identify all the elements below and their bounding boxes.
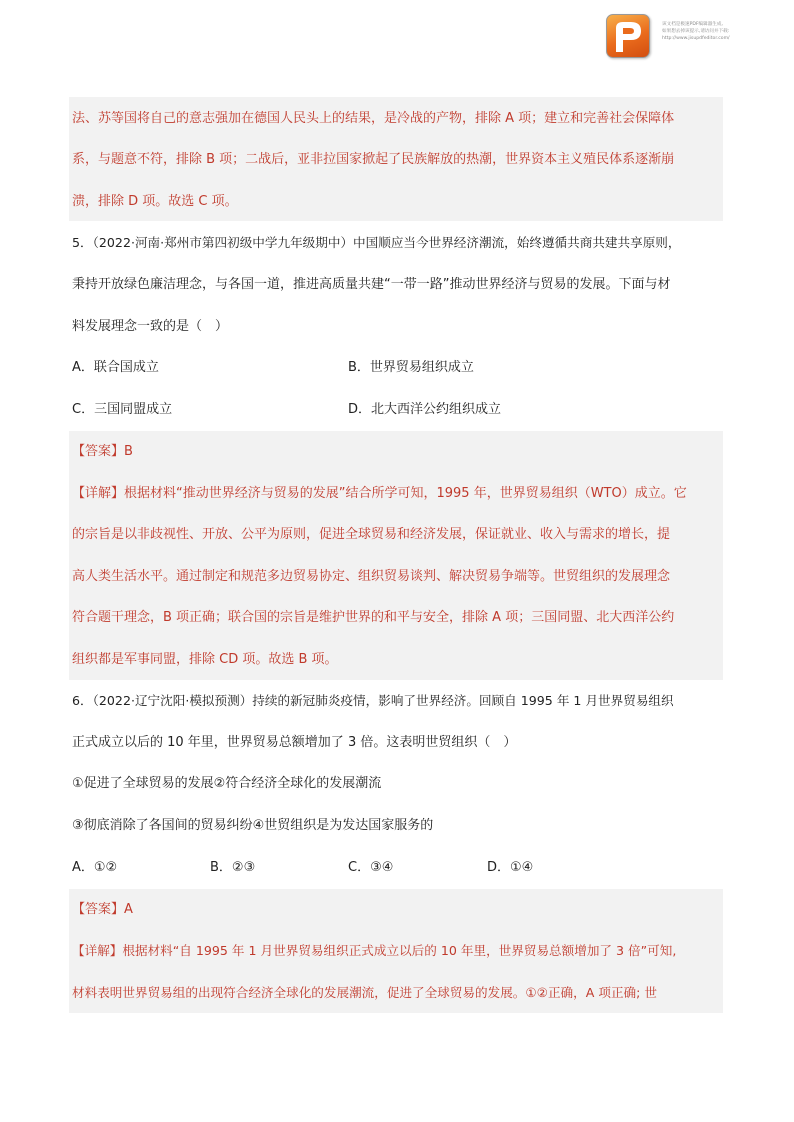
q6-stem-line: 6．（2022·辽宁沈阳·模拟预测）持续的新冠肺炎疫情，影响了世界经济。回顾自 1995 年 1 月世界贸易组织	[72, 693, 674, 708]
q5-detail-line: 的宗旨是以非歧视性、开放、公平为原则，促进全球贸易和经济发展，保证就业、收入与需求的增长，提	[72, 527, 671, 542]
detail-text: 根据材料“自 1995 年 1 月世界贸易组织正式成立以后的 10 年里，世界贸易总额增加了 3 倍”可知,	[122, 943, 677, 958]
q6-detail-line: 材料表明世界贸易组的出现符合经济全球化的发展潮流，促进了全球贸易的发展。①②正确，A 项正确; 世	[72, 985, 657, 1000]
pdf-logo	[606, 14, 652, 58]
q5-option-d: D．北大西洋公约组织成立	[348, 402, 502, 417]
note-line: 如果想去掉该提示,请访问并下载:	[662, 29, 730, 34]
q5-stem-line: 秉持开放绿色廉洁理念，与各国一道，推进高质量共建“一带一路”推动世界经济与贸易的发展。下面与材	[72, 277, 671, 292]
prev-detail-line: 系，与题意不符，排除 B 项；二战后，亚非拉国家掀起了民族解放的热潮，世界资本主义殖民体系逐渐崩	[72, 152, 675, 167]
prev-detail-line: 法、苏等国将自己的意志强加在德国人民头上的结果，是冷战的产物，排除 A 项；建立和完善社会保障体	[72, 111, 675, 126]
prev-detail-line: 溃，排除 D 项。故选 C 项。	[72, 194, 238, 209]
q6-option-d: D．①④	[487, 860, 534, 875]
detail-text: 根据材料“推动世界经济与贸易的发展”结合所学可知，1995 年，世界贸易组织（WTO）成立。它	[124, 486, 687, 501]
answer-tag: 【答案】	[72, 444, 125, 459]
q5-option-b: B．世界贸易组织成立	[348, 360, 474, 375]
editor-watermark-note	[662, 21, 782, 42]
q6-answer	[72, 901, 133, 919]
answer-value: A	[124, 902, 133, 917]
q6-detail-line	[72, 942, 676, 960]
note-line: http://www.jisupdfeditor.com/	[662, 36, 730, 41]
q5-answer	[72, 443, 133, 461]
note-line: 该文档是极速PDF编辑器生成,	[662, 22, 723, 27]
detail-tag: 【详解】	[72, 486, 125, 501]
q5-detail-line	[72, 485, 687, 503]
q6-option-a: A．①②	[72, 860, 118, 875]
q5-stem-line: 5．（2022·河南·郑州市第四初级中学九年级期中）中国顺应当今世界经济潮流，始终遵循共商共建共享原则，	[72, 235, 681, 250]
q6-statement-line: ③彻底消除了各国间的贸易纠纷④世贸组织是为发达国家服务的	[72, 818, 434, 833]
q5-detail-line: 高人类生活水平。通过制定和规范多边贸易协定、组织贸易谈判、解决贸易争端等。世贸组织的发展理念	[72, 569, 671, 584]
q5-stem-line: 料发展理念一致的是（ ）	[72, 319, 229, 334]
detail-tag: 【详解】	[72, 943, 123, 958]
q6-statement-line: ①促进了全球贸易的发展②符合经济全球化的发展潮流	[72, 776, 382, 791]
q5-detail-line: 符合题干理念，B 项正确；联合国的宗旨是维护世界的和平与安全，排除 A 项；三国同盟、北大西洋公约	[72, 610, 675, 625]
q5-detail-line: 组织都是军事同盟，排除 CD 项。故选 B 项。	[72, 652, 338, 667]
q5-option-a: A．联合国成立	[72, 360, 159, 375]
q6-option-b: B．②③	[210, 860, 256, 875]
pdf-p-logo-icon	[606, 14, 650, 58]
q5-answer-block	[69, 431, 723, 680]
q6-stem-line: 正式成立以后的 10 年里，世界贸易总额增加了 3 倍。这表明世贸组织（ ）	[72, 735, 517, 750]
q6-option-c: C．③④	[348, 860, 394, 875]
answer-value: B	[124, 444, 133, 459]
answer-tag: 【答案】	[72, 902, 125, 917]
q5-option-c: C．三国同盟成立	[72, 402, 173, 417]
